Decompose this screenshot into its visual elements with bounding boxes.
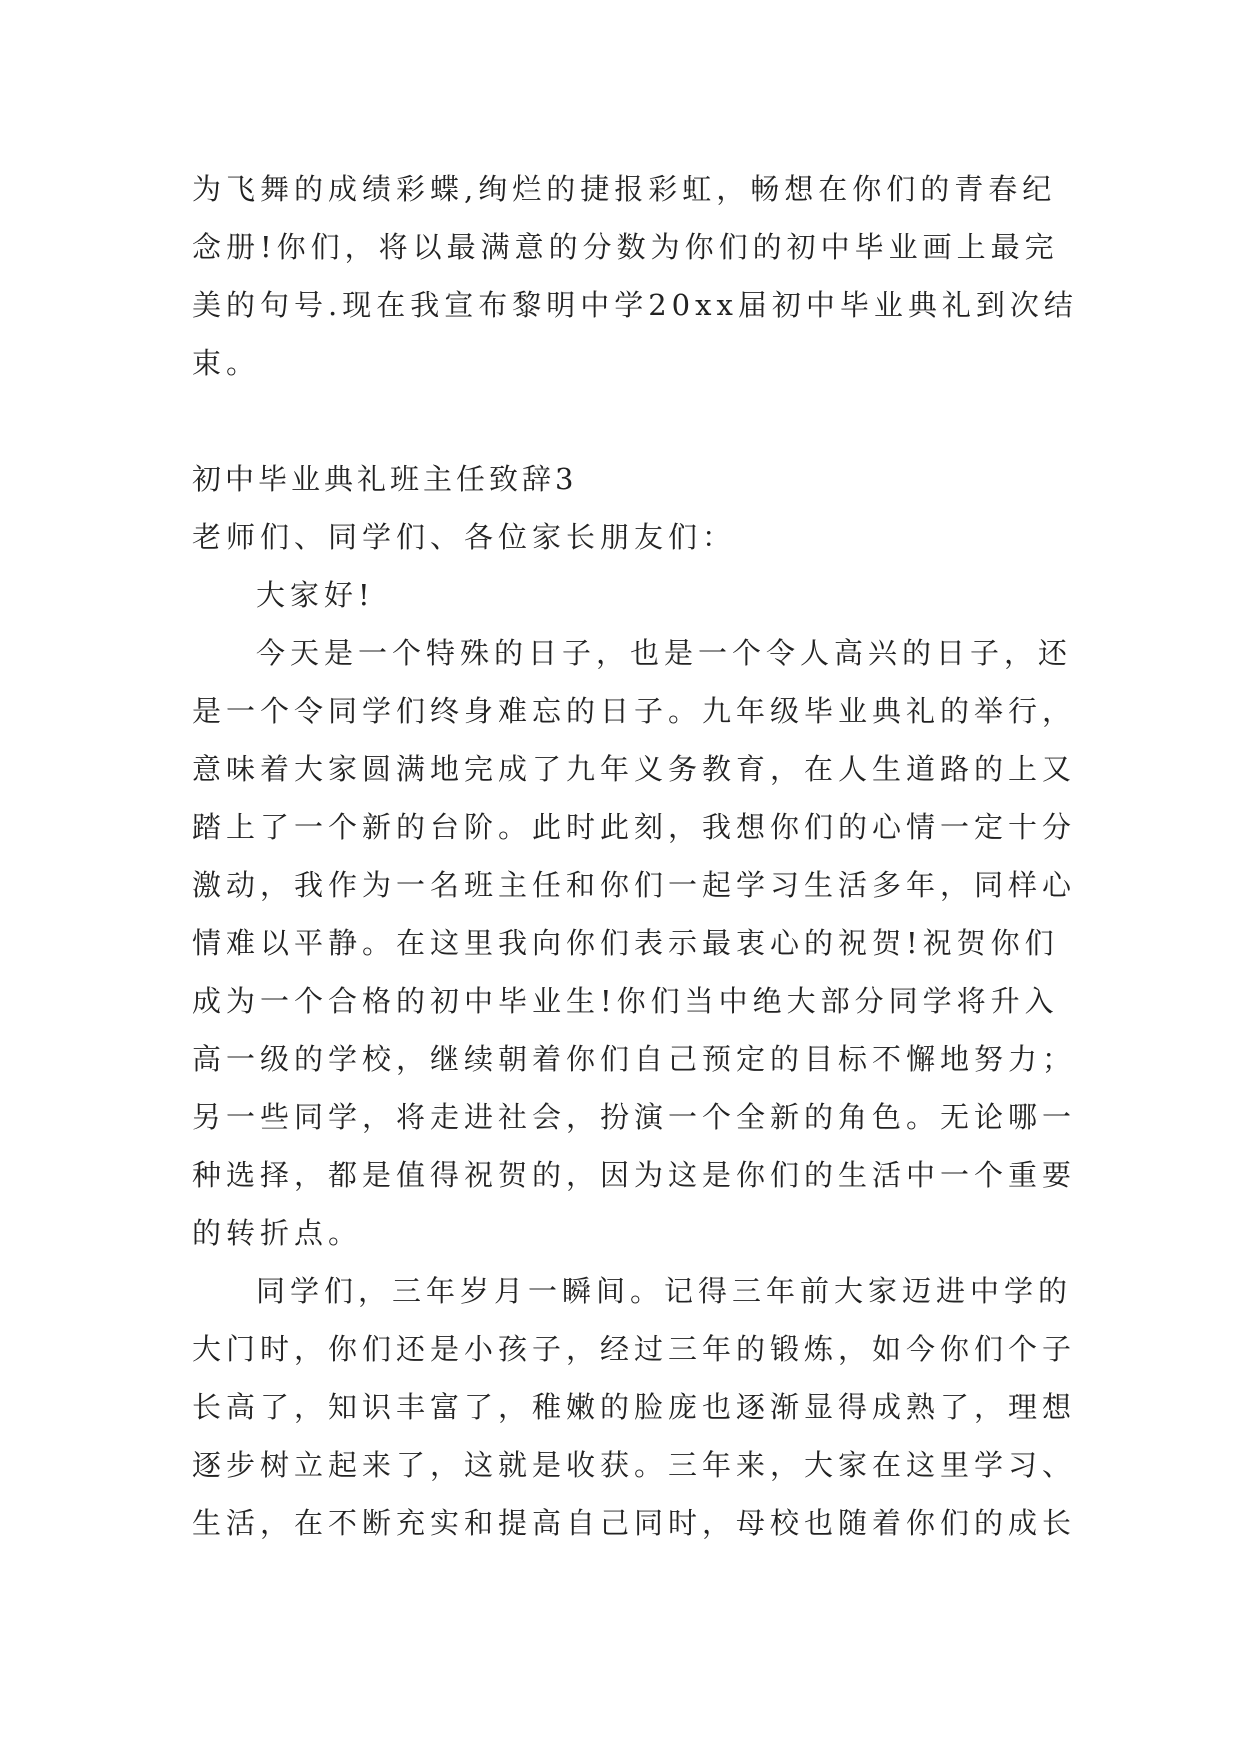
text-line: 长高了，知识丰富了，稚嫩的脸庞也逐渐显得成熟了，理想	[192, 1390, 1077, 1424]
text-line: 的转折点。	[192, 1216, 363, 1250]
text-line: 意味着大家圆满地完成了九年义务教育，在人生道路的上又	[192, 752, 1077, 786]
text-line: 美的句号.现在我宣布黎明中学20xx届初中毕业典礼到次结	[192, 288, 1078, 322]
text-line: 激动，我作为一名班主任和你们一起学习生活多年，同样心	[192, 868, 1077, 902]
paragraph-spacer	[192, 392, 1062, 450]
text-line: 另一些同学，将走进社会，扮演一个全新的角色。无论哪一	[192, 1100, 1077, 1134]
text-line: 成为一个合格的初中毕业生!你们当中绝大部分同学将升入	[192, 984, 1059, 1018]
document-body	[192, 160, 1078, 1552]
body-paragraph-2	[192, 1262, 1077, 1552]
section-title: 初中毕业典礼班主任致辞3	[192, 462, 578, 496]
text-line: 大门时，你们还是小孩子，经过三年的锻炼，如今你们个子	[192, 1332, 1077, 1366]
text-line: 逐步树立起来了，这就是收获。三年来，大家在这里学习、	[192, 1448, 1077, 1482]
text-line: 高一级的学校，继续朝着你们自己预定的目标不懈地努力；	[192, 1042, 1077, 1076]
text-line: 同学们，三年岁月一瞬间。记得三年前大家迈进中学的	[256, 1274, 1073, 1308]
greeting: 大家好!	[256, 578, 375, 612]
salutation: 老师们、同学们、各位家长朋友们：	[192, 520, 737, 554]
text-line: 是一个令同学们终身难忘的日子。九年级毕业典礼的举行，	[192, 694, 1077, 728]
text-line: 念册!你们，将以最满意的分数为你们的初中毕业画上最完	[192, 230, 1059, 264]
text-line: 踏上了一个新的台阶。此时此刻，我想你们的心情一定十分	[192, 810, 1077, 844]
continuation-paragraph	[192, 160, 1078, 392]
text-line: 束。	[192, 346, 261, 380]
text-line: 为飞舞的成绩彩蝶,绚烂的捷报彩虹，畅想在你们的青春纪	[192, 172, 1057, 206]
text-line: 今天是一个特殊的日子，也是一个令人高兴的日子，还	[256, 636, 1073, 670]
text-line: 生活，在不断充实和提高自己同时，母校也随着你们的成长	[192, 1506, 1077, 1540]
body-paragraph-1	[192, 624, 1077, 1262]
text-line: 种选择，都是值得祝贺的，因为这是你们的生活中一个重要	[192, 1158, 1077, 1192]
text-line: 情难以平静。在这里我向你们表示最衷心的祝贺!祝贺你们	[192, 926, 1059, 960]
